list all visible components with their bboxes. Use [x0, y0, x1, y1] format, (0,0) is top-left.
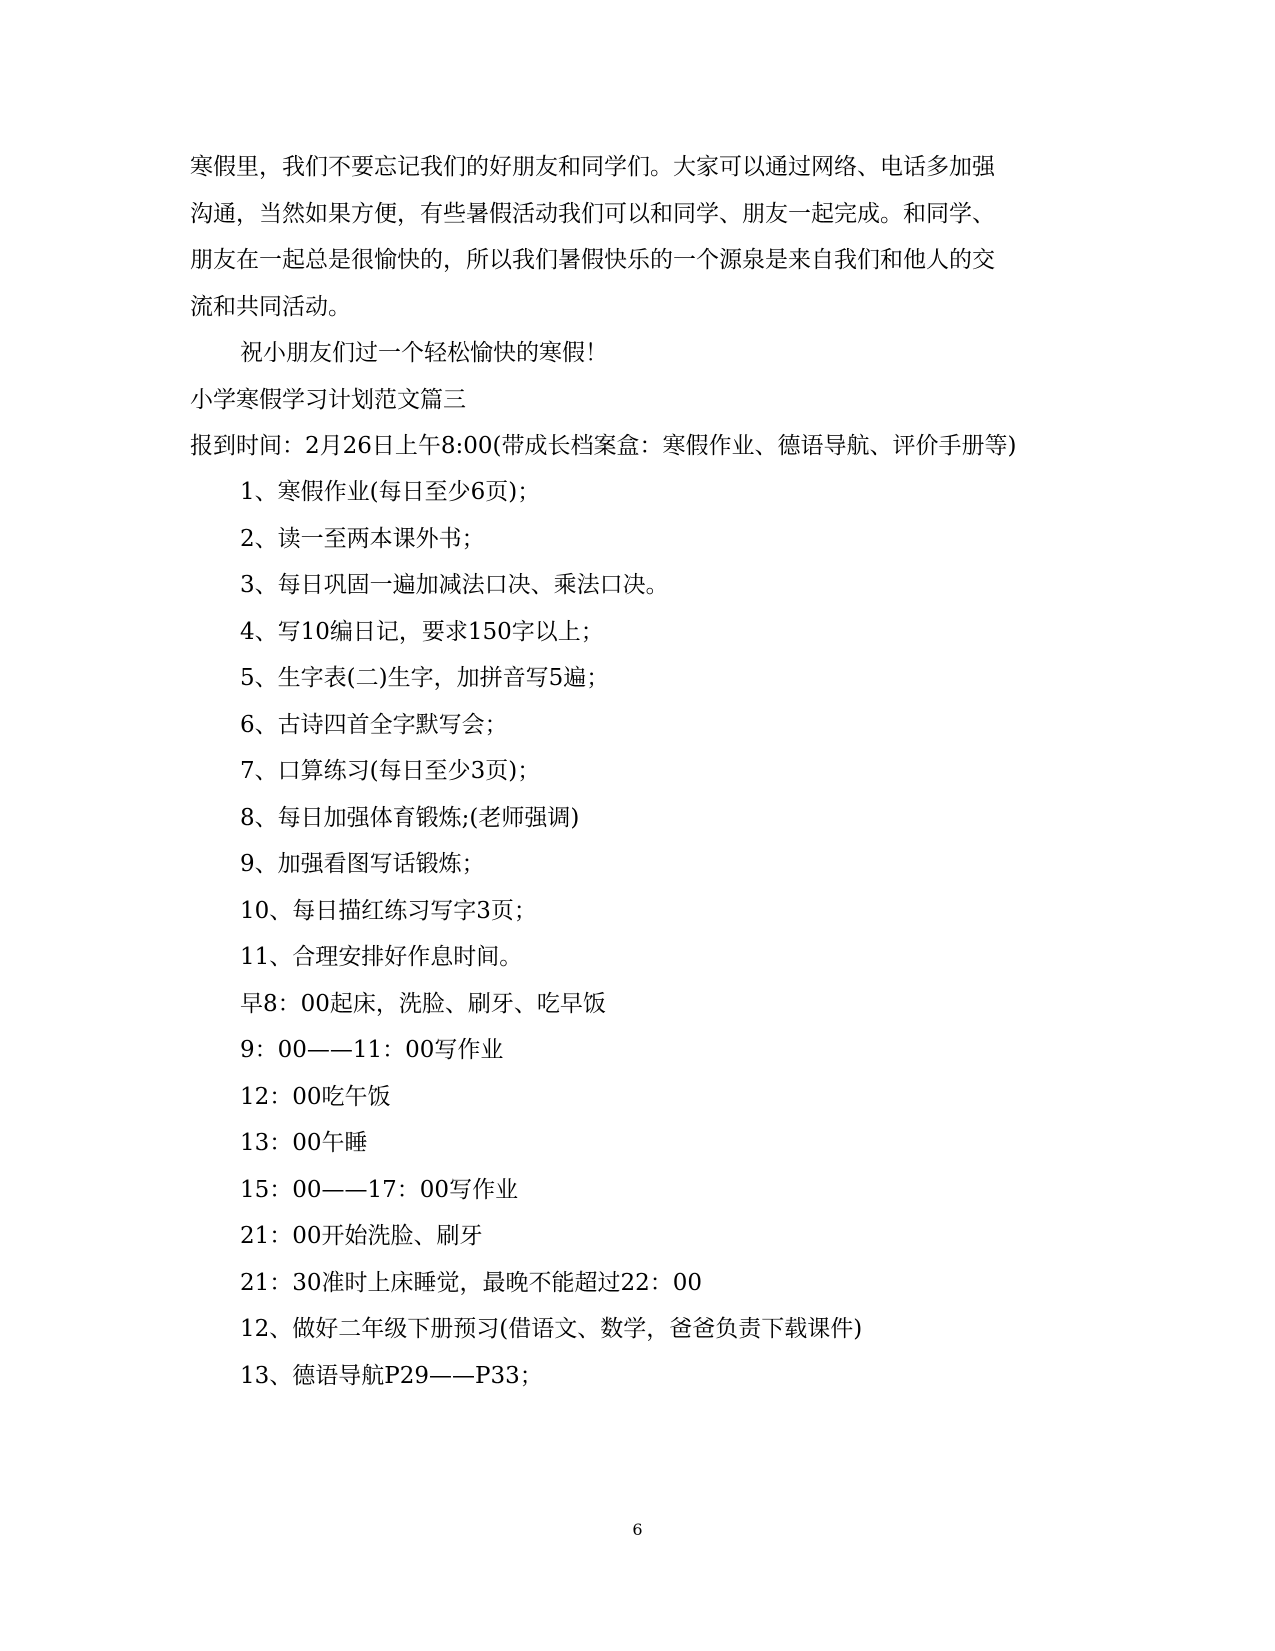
closing-line: 祝小朋友们过一个轻松愉快的寒假！: [240, 340, 608, 366]
paragraph-line: 寒假里，我们不要忘记我们的好朋友和同学们。大家可以通过网络、电话多加强: [190, 154, 995, 180]
list-item: 4、写10编日记，要求150字以上；: [240, 619, 604, 645]
list-item: 10、每日描红练习写字3页；: [240, 898, 537, 924]
list-item: 8、每日加强体育锻炼;(老师强调): [240, 805, 580, 831]
schedule-line: 21：30准时上床睡觉，最晚不能超过22：00: [240, 1270, 703, 1296]
list-item: 6、古诗四首全字默写会；: [240, 712, 508, 738]
list-item: 5、生字表(二)生字，加拼音写5遍；: [240, 665, 610, 691]
schedule-line: 21：00开始洗脸、刷牙: [240, 1223, 483, 1249]
list-item: 2、读一至两本课外书；: [240, 526, 485, 552]
schedule-line: 15：00——17：00写作业: [240, 1177, 519, 1203]
list-item: 12、做好二年级下册预习(借语文、数学，爸爸负责下载课件): [240, 1316, 863, 1342]
list-item: 3、每日巩固一遍加减法口决、乘法口决。: [240, 572, 669, 598]
list-item: 13、德语导航P29——P33；: [240, 1363, 543, 1389]
list-item: 9、加强看图写话锻炼；: [240, 851, 485, 877]
schedule-line: 13：00午睡: [240, 1130, 368, 1156]
schedule-line: 早8：00起床，洗脸、刷牙、吃早饭: [240, 991, 606, 1017]
paragraph-line: 朋友在一起总是很愉快的，所以我们暑假快乐的一个源泉是来自我们和他人的交: [190, 247, 995, 273]
paragraph-line: 流和共同活动。: [190, 294, 351, 320]
section-title: 小学寒假学习计划范文篇三: [190, 387, 466, 413]
paragraph-line: 沟通，当然如果方便，有些暑假活动我们可以和同学、朋友一起完成。和同学、: [190, 201, 995, 227]
report-time-line: 报到时间：2月26日上午8:00(带成长档案盒：寒假作业、德语导航、评价手册等): [190, 433, 1017, 459]
page-number: 6: [632, 1520, 643, 1539]
schedule-line: 9：00——11：00写作业: [240, 1037, 504, 1063]
list-item: 11、合理安排好作息时间。: [240, 944, 523, 970]
list-item: 1、寒假作业(每日至少6页)；: [240, 479, 541, 505]
list-item: 7、口算练习(每日至少3页)；: [240, 758, 541, 784]
schedule-line: 12：00吃午饭: [240, 1084, 391, 1110]
